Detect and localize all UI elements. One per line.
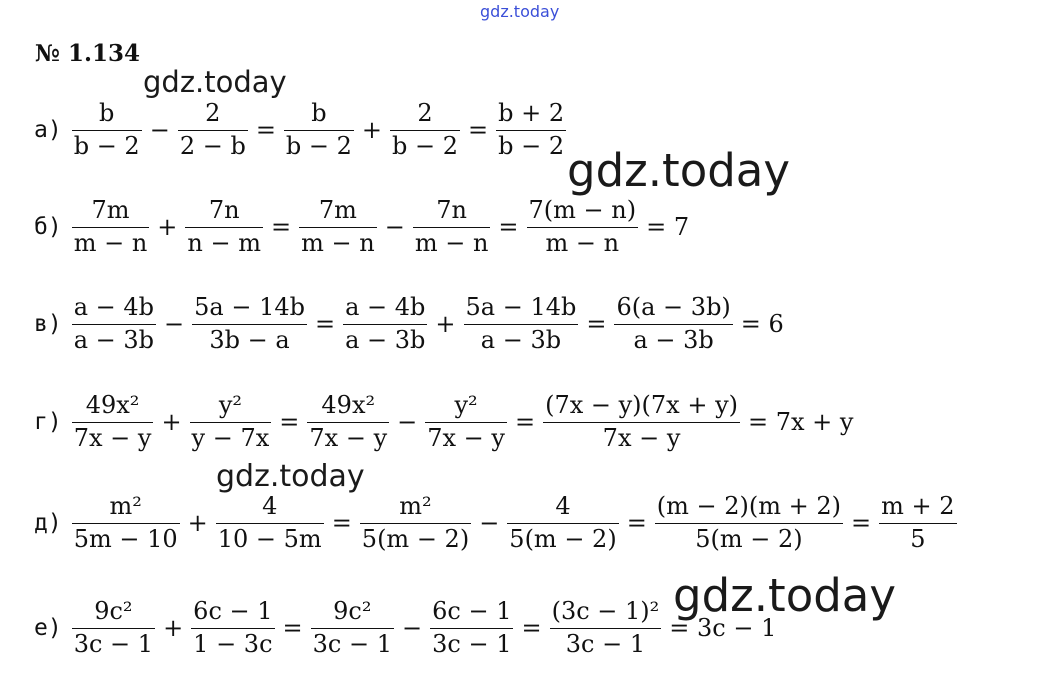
equation-label: б): [34, 214, 62, 241]
operator: =: [514, 408, 536, 437]
denominator: 5(m − 2): [509, 524, 617, 553]
operator: =: [498, 213, 519, 242]
equation-result: = 6: [740, 310, 784, 339]
operator: −: [384, 213, 405, 242]
equation-label: а): [34, 117, 62, 144]
numerator: (7x − y)(7x + y): [545, 391, 738, 419]
fraction: [187, 598, 278, 658]
numerator: (m − 2)(m + 2): [656, 492, 842, 520]
operator: =: [331, 509, 352, 538]
fraction: [610, 294, 736, 354]
denominator: m − n: [73, 228, 148, 257]
fraction: [295, 197, 381, 257]
numerator: 7n: [436, 196, 467, 224]
watermark: gdz.today: [673, 569, 897, 622]
numerator: 4: [262, 492, 278, 520]
operator: =: [468, 116, 489, 145]
operator: −: [402, 614, 423, 643]
equation-row: [34, 294, 784, 354]
numerator: 7m: [91, 196, 130, 224]
numerator: 6c − 1: [432, 597, 512, 625]
operator: =: [255, 116, 276, 145]
denominator: b − 2: [73, 131, 140, 160]
fraction: [68, 392, 158, 452]
denominator: b − 2: [285, 131, 352, 160]
fraction: [188, 294, 311, 354]
denominator: m − n: [414, 228, 489, 257]
denominator: 2 − b: [179, 131, 246, 160]
equation-row: [34, 598, 776, 658]
operator: +: [187, 509, 208, 538]
operator: =: [586, 310, 607, 339]
numerator: (3c − 1)²: [551, 597, 660, 625]
fraction: [875, 493, 960, 553]
fraction: [539, 392, 744, 452]
numerator: 9c²: [94, 597, 133, 625]
numerator: 7(m − n): [528, 196, 637, 224]
fraction: [503, 493, 622, 553]
operator: +: [163, 614, 184, 643]
numerator: 7n: [208, 196, 240, 224]
denominator: 7x − y: [543, 422, 740, 453]
fraction: [492, 100, 570, 160]
operator: +: [435, 310, 456, 339]
operator: −: [149, 116, 170, 145]
equation-label: в): [34, 311, 62, 338]
numerator: 4: [555, 492, 571, 520]
numerator: 49x²: [85, 391, 140, 419]
denominator: 1 − 3c: [193, 629, 273, 658]
numerator: m²: [109, 492, 142, 520]
fraction: [280, 100, 358, 160]
denominator: b − 2: [498, 131, 565, 160]
numerator: 6c − 1: [193, 597, 273, 625]
watermark: gdz.today: [143, 65, 287, 99]
numerator: 5a − 14b: [465, 293, 577, 321]
fraction: [174, 100, 252, 160]
fraction: [421, 392, 511, 452]
denominator: 3c − 1: [432, 629, 512, 658]
numerator: 9c²: [333, 597, 372, 625]
numerator: a − 4b: [73, 293, 155, 321]
watermark-top: gdz.today: [480, 2, 560, 21]
equation-label: е): [34, 615, 62, 642]
operator: =: [271, 213, 292, 242]
numerator: m²: [399, 492, 432, 520]
numerator: 2: [417, 99, 433, 127]
fraction: [68, 598, 159, 658]
denominator: n − m: [187, 228, 261, 257]
fraction: [181, 197, 267, 257]
denominator: a − 3b: [73, 325, 155, 354]
fraction: [212, 493, 328, 553]
denominator: 3c − 1: [73, 629, 154, 658]
denominator: 7x − y: [309, 423, 388, 452]
equation-result: = 7x + y: [748, 408, 854, 437]
fraction: [651, 493, 847, 553]
denominator: a − 3b: [614, 324, 732, 355]
denominator: b − 2: [392, 131, 459, 160]
fraction: [523, 197, 643, 257]
denominator: 3b − a: [192, 324, 307, 355]
numerator: y²: [454, 391, 478, 419]
denominator: 3c − 1: [550, 628, 662, 659]
problem-number: № 1.134: [35, 40, 141, 67]
denominator: 5(m − 2): [655, 523, 843, 554]
numerator: 6(a − 3b): [616, 293, 731, 321]
numerator: b + 2: [498, 99, 565, 127]
equation-label: д): [34, 510, 62, 537]
operator: =: [626, 509, 647, 538]
denominator: 5(m − 2): [361, 524, 470, 553]
denominator: a − 3b: [464, 324, 579, 355]
operator: =: [314, 310, 336, 339]
numerator: 5a − 14b: [194, 293, 305, 321]
fraction: [68, 294, 160, 354]
operator: =: [282, 614, 303, 643]
denominator: 10 − 5m: [217, 524, 322, 553]
denominator: 7x − y: [73, 423, 152, 452]
denominator: 3c − 1: [312, 629, 392, 658]
fraction: [186, 392, 276, 452]
operator: =: [521, 614, 542, 643]
equation-label: г): [34, 409, 62, 436]
numerator: y²: [218, 391, 242, 419]
denominator: a − 3b: [345, 325, 426, 354]
watermark: gdz.today: [216, 459, 365, 494]
equation-result: = 3c − 1: [669, 614, 777, 643]
operator: −: [397, 408, 418, 437]
operator: =: [279, 408, 300, 437]
fraction: [307, 598, 398, 658]
equation-result: = 7: [646, 213, 690, 242]
numerator: 7m: [318, 196, 357, 224]
operator: +: [361, 116, 383, 145]
fraction: [68, 197, 154, 257]
fraction: [409, 197, 495, 257]
equation-row: [34, 197, 689, 257]
denominator: y − 7x: [191, 423, 270, 452]
denominator: m − n: [301, 228, 375, 257]
fraction: [460, 294, 583, 354]
fraction: [426, 598, 517, 658]
fraction: [339, 294, 431, 354]
denominator: 7x − y: [427, 423, 505, 452]
operator: −: [164, 310, 185, 339]
fraction: [386, 100, 464, 160]
operator: +: [161, 408, 182, 437]
fraction: [68, 100, 146, 160]
numerator: a − 4b: [345, 293, 426, 321]
fraction: [68, 493, 184, 553]
denominator: 5m − 10: [73, 524, 178, 553]
watermark: gdz.today: [567, 144, 791, 197]
denominator: 5: [879, 523, 956, 554]
denominator: m − n: [527, 227, 639, 258]
numerator: b: [311, 99, 327, 127]
numerator: m + 2: [881, 492, 955, 520]
equation-row: [34, 493, 961, 553]
operator: +: [157, 213, 178, 242]
equation-row: [34, 392, 853, 452]
fraction: [356, 493, 475, 553]
fraction: [546, 598, 666, 658]
numerator: b: [99, 99, 115, 127]
operator: =: [851, 509, 872, 538]
operator: −: [479, 509, 500, 538]
numerator: 49x²: [321, 391, 376, 419]
numerator: 2: [205, 99, 221, 127]
equation-row: [34, 100, 570, 160]
fraction: [303, 392, 393, 452]
